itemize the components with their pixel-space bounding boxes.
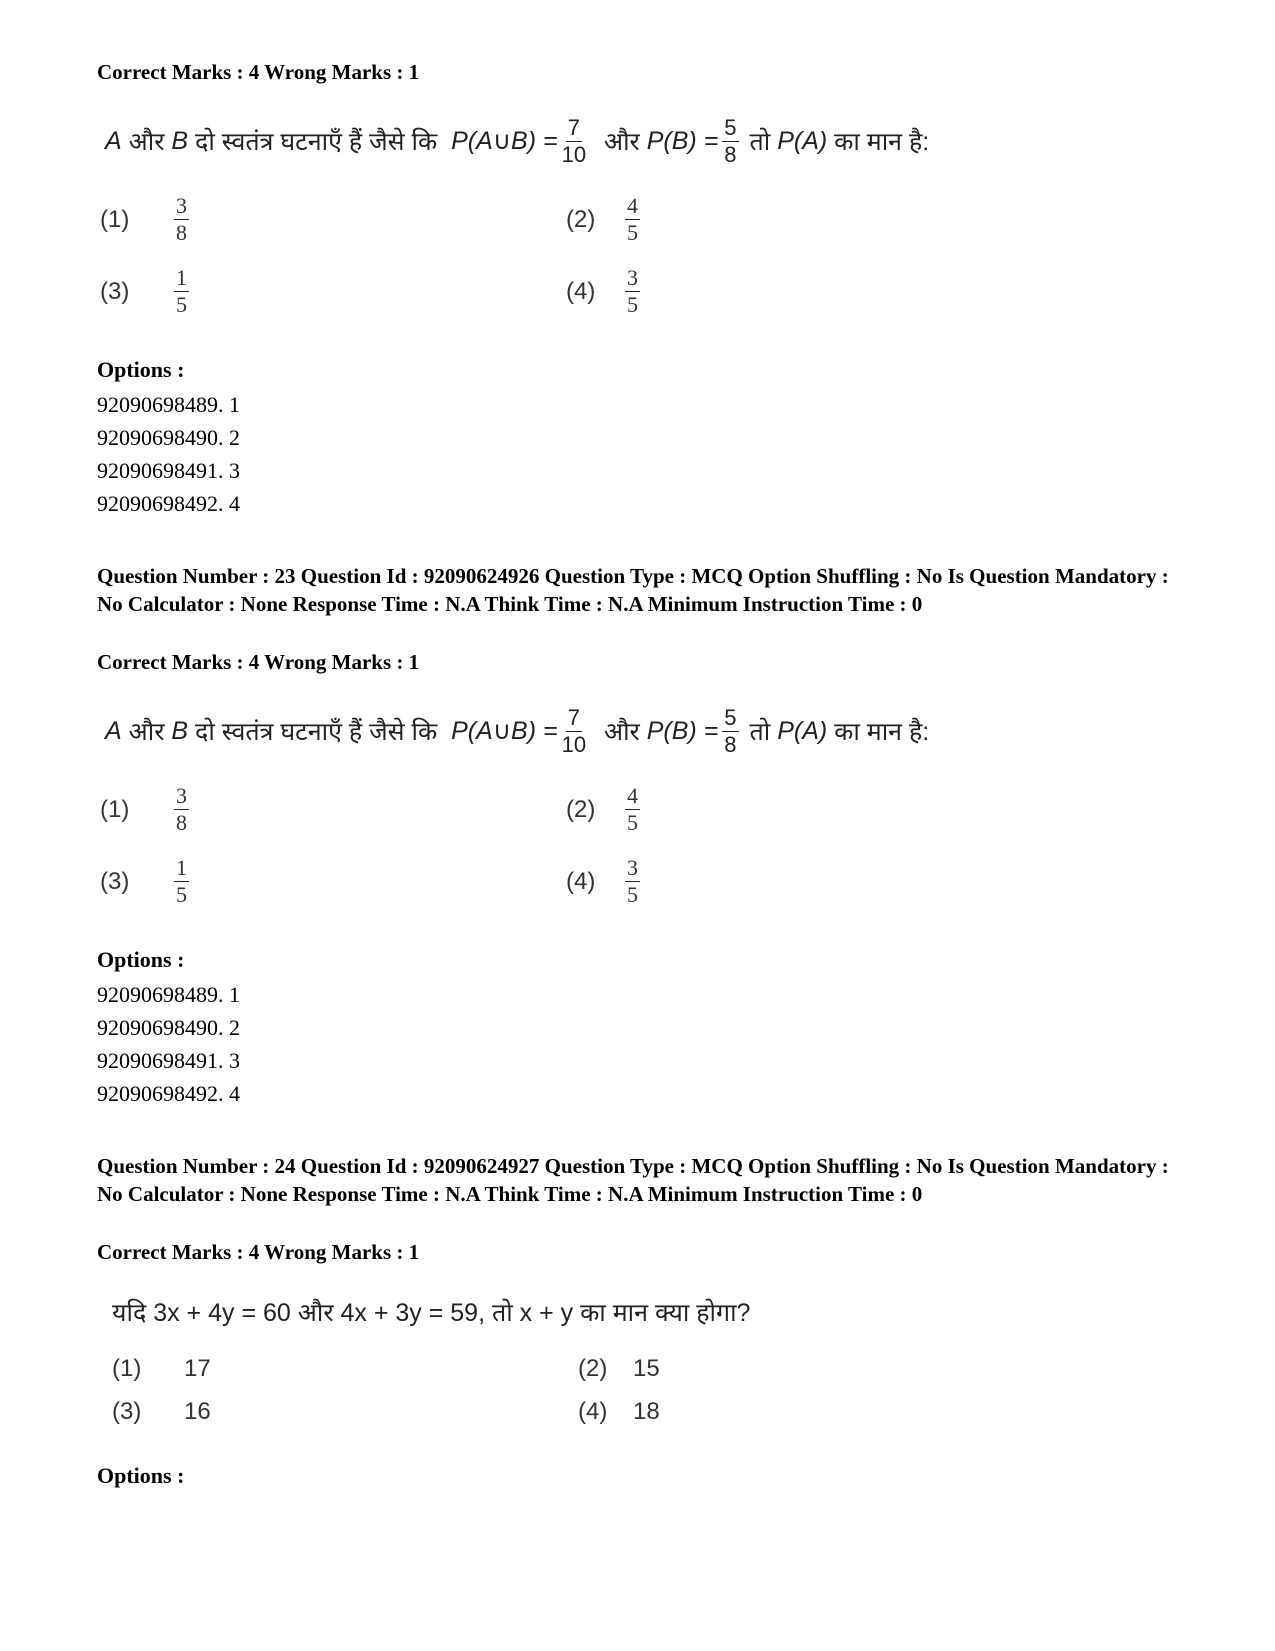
q22-var-a: A <box>105 126 122 155</box>
q23-choice-3: (3) $\frac{1}{5}$ <box>100 855 187 907</box>
q23-to: तो <box>749 718 771 746</box>
q22-option-2: 92090698490. 2 <box>97 425 240 450</box>
q22-to: तो <box>749 128 771 156</box>
q22-choice-4: (4) $\frac{3}{5}$ <box>566 265 638 317</box>
q23-option-1: 92090698489. 1 <box>97 982 240 1007</box>
q22-fraction-2: $\frac{5}{8}$ <box>724 114 737 167</box>
q23-choice-4: (4) $\frac{3}{5}$ <box>566 855 638 907</box>
q23-p-aub: P(A∪B) = <box>451 717 558 745</box>
q22-option-1: 92090698489. 1 <box>97 392 240 417</box>
q23-options-title: Options : <box>97 947 185 972</box>
q23-var-a: A <box>105 716 122 745</box>
q22-end: का मान है: <box>834 128 930 156</box>
q24-marks: Correct Marks : 4 Wrong Marks : 1 <box>97 1240 420 1264</box>
q23-p-a: P(A) <box>777 716 828 745</box>
q22-marks: Correct Marks : 4 Wrong Marks : 1 <box>97 60 420 84</box>
q22-choice-1: (1) $\frac{3}{8}$ <box>100 193 187 245</box>
q22-var-b: B <box>171 126 189 155</box>
q22-p-b: P(B) = <box>646 126 719 155</box>
q23-var-b: B <box>171 716 189 745</box>
q22-aur2: और <box>603 128 640 156</box>
q23-aur1: और <box>128 718 165 746</box>
q22-option-4: 92090698492. 4 <box>97 491 240 516</box>
q23-header: Question Number : 23 Question Id : 92090624926 Question Type : MCQ Option Shuffling : No Is Question Mandatory : No Calculator : None Response Time : N.A Think Time : N.A Minimum Instruction Time : 0 <box>97 564 1169 616</box>
q24-choice-3: (3) 16 <box>112 1398 211 1425</box>
q24-choice-2: (2) 15 <box>578 1355 660 1382</box>
q23-options-list <box>97 978 1177 1110</box>
q22-choice-3: (3) $\frac{1}{5}$ <box>100 265 187 317</box>
q23-option-2: 92090698490. 2 <box>97 1015 240 1040</box>
q22-options-list <box>97 388 1177 520</box>
q23-fraction-2: $\frac{5}{8}$ <box>724 704 737 757</box>
q22-p-a: P(A) <box>777 126 828 155</box>
q23-aur2: और <box>603 718 640 746</box>
q23-choice-1: (1) $\frac{3}{8}$ <box>100 783 187 835</box>
q22-aur1: और <box>128 128 165 156</box>
q23-option-4: 92090698492. 4 <box>97 1081 240 1106</box>
q24-choice-4: (4) 18 <box>578 1398 660 1425</box>
q24-choice-1: (1) 17 <box>112 1355 211 1382</box>
q22-p-aub: P(A∪B) = <box>451 127 558 155</box>
q22-question <box>105 112 929 170</box>
q23-p-b: P(B) = <box>646 716 719 745</box>
q24-question: यदि 3x + 4y = 60 और 4x + 3y = 59, तो x + y का मान क्या होगा? <box>112 1299 751 1327</box>
q23-end: का मान है: <box>834 718 930 746</box>
q22-text1: दो स्वतंत्र घटनाएँ हैं जैसे कि <box>195 128 438 156</box>
q23-marks: Correct Marks : 4 Wrong Marks : 1 <box>97 650 420 674</box>
q24-header: Question Number : 24 Question Id : 92090624927 Question Type : MCQ Option Shuffling : No Is Question Mandatory : No Calculator : None Response Time : N.A Think Time : N.A Minimum Instruction Time : 0 <box>97 1154 1169 1206</box>
q22-option-3: 92090698491. 3 <box>97 458 240 483</box>
q24-options-title: Options : <box>97 1463 185 1488</box>
q22-choice-2: (2) $\frac{4}{5}$ <box>566 193 638 245</box>
q23-option-3: 92090698491. 3 <box>97 1048 240 1073</box>
q22-options-title: Options : <box>97 357 185 382</box>
q23-text1: दो स्वतंत्र घटनाएँ हैं जैसे कि <box>195 718 438 746</box>
q23-question <box>105 702 929 760</box>
q22-fraction-1: $\frac{7}{10}$ <box>561 114 587 167</box>
q23-choice-2: (2) $\frac{4}{5}$ <box>566 783 638 835</box>
q23-fraction-1: $\frac{7}{10}$ <box>561 704 587 757</box>
